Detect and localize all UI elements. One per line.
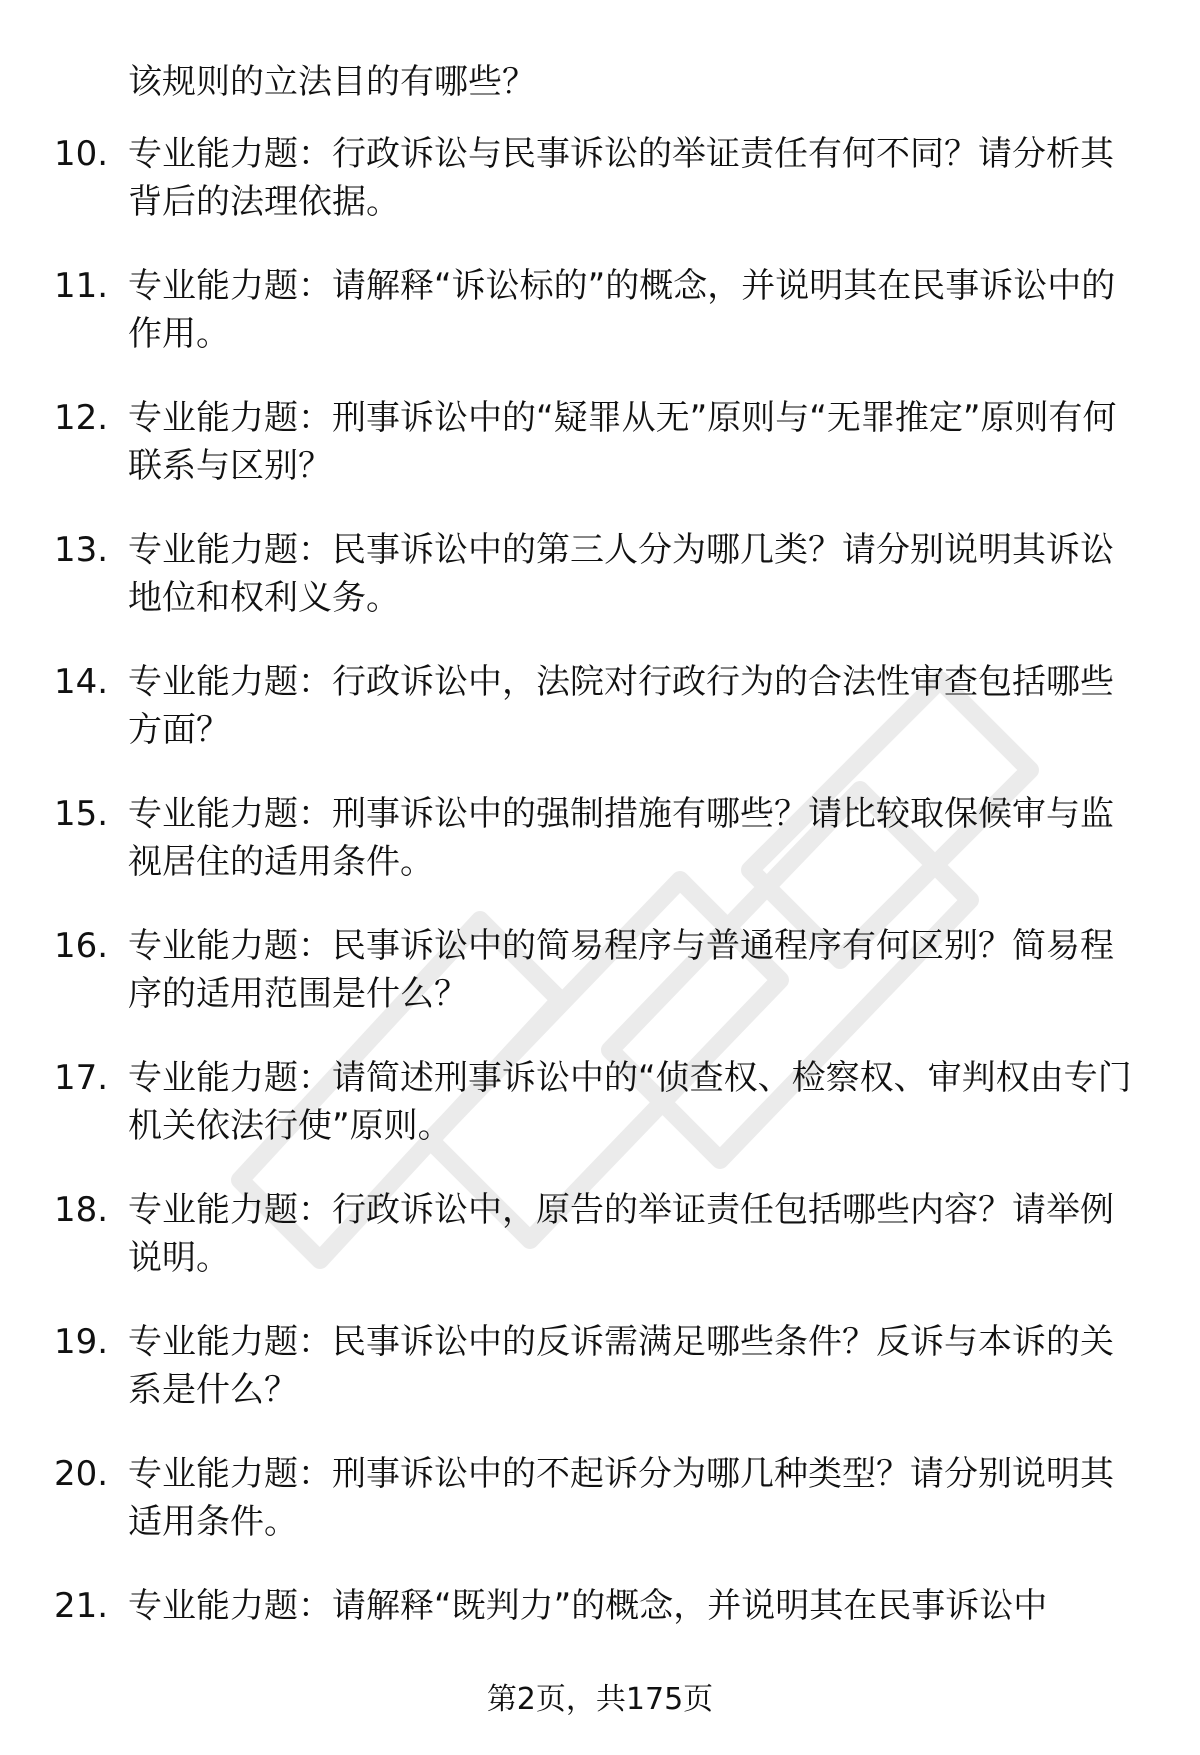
- question-list: [0, 130, 1200, 1714]
- question-text: 专业能力题：刑事诉讼中的“疑罪从无”原则与“无罪推定”原则有何联系与区别？: [128, 398, 1117, 486]
- question-text: 专业能力题：刑事诉讼中的不起诉分为哪几种类型？请分别说明其适用条件。: [128, 1454, 1114, 1542]
- question-text: 专业能力题：行政诉讼与民事诉讼的举证责任有何不同？请分析其背后的法理依据。: [128, 134, 1114, 222]
- question-number: 11.: [54, 266, 109, 306]
- question-number: 13.: [54, 530, 109, 570]
- question-text: 专业能力题：请简述刑事诉讼中的“侦查权、检察权、审判权由专门机关依法行使”原则。: [128, 1058, 1132, 1146]
- question-item-11: [0, 262, 1200, 384]
- question-item-18: [0, 1186, 1200, 1308]
- question-text: 专业能力题：刑事诉讼中的强制措施有哪些？请比较取保候审与监视居住的适用条件。: [128, 794, 1114, 882]
- question-text: 专业能力题：行政诉讼中，原告的举证责任包括哪些内容？请举例说明。: [128, 1190, 1114, 1278]
- question-item-19: [0, 1318, 1200, 1440]
- question-number: 21.: [54, 1586, 109, 1626]
- question-text: 专业能力题：民事诉讼中的反诉需满足哪些条件？反诉与本诉的关系是什么？: [128, 1322, 1114, 1410]
- question-item-13: [0, 526, 1200, 648]
- question-item-10: [0, 130, 1200, 252]
- question-item-15: [0, 790, 1200, 912]
- question-number: 16.: [54, 926, 109, 966]
- question-item-16: [0, 922, 1200, 1044]
- question-number: 20.: [54, 1454, 109, 1494]
- page-number-footer: 第2页，共175页: [486, 1682, 714, 1717]
- question-item-20: [0, 1450, 1200, 1572]
- question-number: 18.: [54, 1190, 109, 1230]
- question-number: 19.: [54, 1322, 109, 1362]
- question-number: 17.: [54, 1058, 109, 1098]
- question-text: 专业能力题：民事诉讼中的简易程序与普通程序有何区别？简易程序的适用范围是什么？: [128, 926, 1114, 1014]
- question-text: 专业能力题：请解释“既判力”的概念，并说明其在民事诉讼中: [128, 1586, 1048, 1626]
- question-number: 12.: [54, 398, 109, 438]
- question-text: 专业能力题：民事诉讼中的第三人分为哪几类？请分别说明其诉讼地位和权利义务。: [128, 530, 1114, 618]
- continuation-text: 该规则的立法目的有哪些？: [128, 62, 536, 102]
- question-number: 10.: [54, 134, 109, 174]
- question-text: 专业能力题：请解释“诉讼标的”的概念，并说明其在民事诉讼中的作用。: [128, 266, 1116, 354]
- question-item-17: [0, 1054, 1200, 1176]
- question-number: 14.: [54, 662, 109, 702]
- question-item-14: [0, 658, 1200, 780]
- question-text: 专业能力题：行政诉讼中，法院对行政行为的合法性审查包括哪些方面？: [128, 662, 1114, 750]
- question-number: 15.: [54, 794, 109, 834]
- question-item-12: [0, 394, 1200, 516]
